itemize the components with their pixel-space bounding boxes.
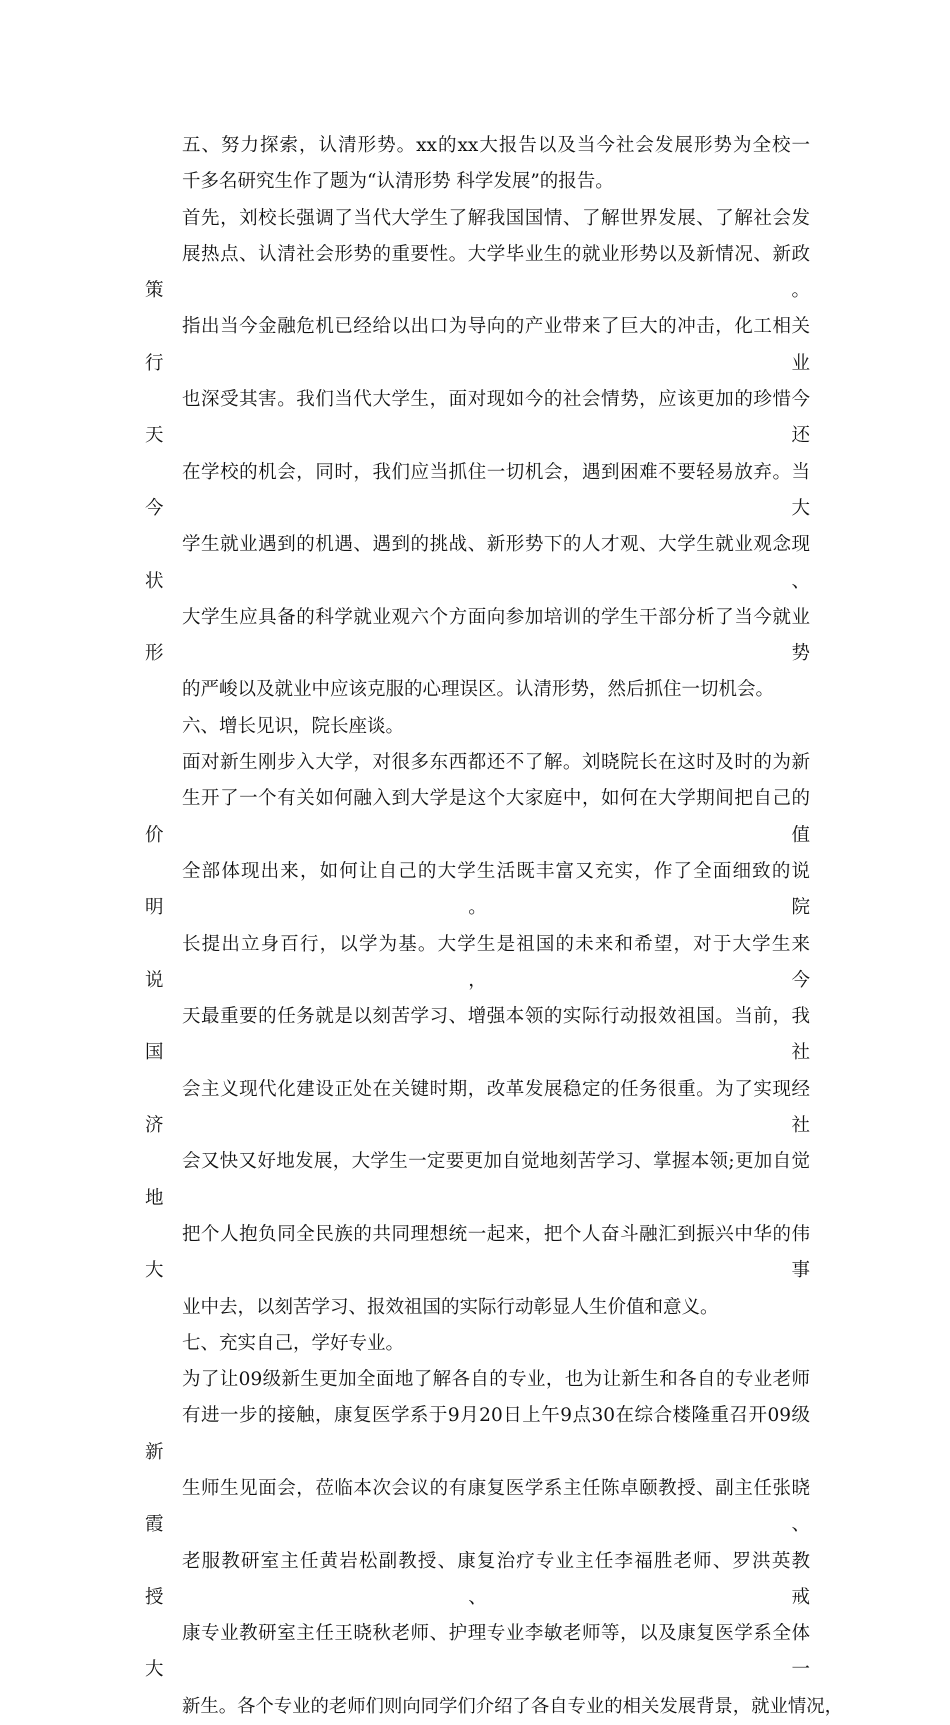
text-line: 业中去，以刻苦学习、报效祖国的实际行动彰显人生价值和意义。 [182,1296,719,1318]
paragraph-section-6-heading [145,709,810,745]
text-line: 也深受其害。我们当代大学生，面对现如今的社会情势，应该更加的珍惜今天还 [145,389,810,447]
text-line: 天最重要的任务就是以刻苦学习、增强本领的实际行动报效祖国。当前，我国社 [145,1006,810,1064]
text-line: 新生。各个专业的老师们则向同学们介绍了各自专业的相关发展背景，就业情况， [182,1695,843,1717]
text-line: 首先，刘校长强调了当代大学生了解我国国情、了解世界发展、了解社会发 [182,207,810,229]
text-line: 会又快又好地发展，大学生一定要更加自觉地刻苦学习、掌握本领;更加自觉地 [145,1151,810,1209]
text-line: 指出当今金融危机已经给以出口为导向的产业带来了巨大的冲击，化工相关行业 [145,316,810,374]
text-line: 康专业教研室主任王晓秋老师、护理专业李敏老师等，以及康复医学系全体大一 [145,1623,810,1681]
text-line: 老服教研室主任黄岩松副教授、康复治疗专业主任李福胜老师、罗洪英教授、戒 [145,1550,810,1608]
text-line: 大学生应具备的科学就业观六个方面向参加培训的学生干部分析了当今就业形势 [145,606,810,665]
text-line: 学生就业遇到的机遇、遇到的挑战、新形势下的人才观、大学生就业观念现状、 [145,534,810,592]
text-line: 会主义现代化建设正处在关键时期，改革发展稳定的任务很重。为了实现经济社 [145,1078,810,1137]
document-body [145,128,843,1725]
text-line: 七、充实自己，学好专业。 [182,1332,405,1354]
paragraph-section-5-body [145,201,810,709]
paragraph-section-7-heading [145,1326,810,1362]
text-line: 全部体现出来，如何让自己的大学生活既丰富又充实，作了全面细致的说明。院 [145,860,810,919]
text-line: 生师生见面会，莅临本次会议的有康复医学系主任陈卓颐教授、副主任张晓霞、 [145,1477,810,1536]
text-line: 长提出立身百行，以学为基。大学生是祖国的未来和希望，对于大学生来说，今 [145,933,810,991]
text-line: 为了让09级新生更加全面地了解各自的专业，也为让新生和各自的专业老师 [182,1369,810,1391]
text-line: 六、增长见识，院长座谈。 [182,715,405,737]
text-line: 面对新生刚步入大学，对很多东西都还不了解。刘晓院长在这时及时的为新 [182,752,810,774]
paragraph-section-6-body [145,745,810,1326]
text-line: 在学校的机会，同时，我们应当抓住一切机会，遇到困难不要轻易放弃。当今大 [145,461,810,519]
text-line: 生开了一个有关如何融入到大学是这个大家庭中，如何在大学期间把自己的价值 [145,788,810,846]
paragraph-section-5-heading [145,128,810,201]
text-line: 千多名研究生作了题为“认清形势 科学发展”的报告。 [182,171,614,193]
paragraph-section-7-body [145,1362,843,1725]
text-line: 的严峻以及就业中应该克服的心理误区。认清形势，然后抓住一切机会。 [182,679,775,701]
text-line: 把个人抱负同全民族的共同理想统一起来，把个人奋斗融汇到振兴中华的伟大事 [145,1223,810,1282]
text-line: 五、努力探索，认清形势。xx的xx大报告以及当今社会发展形势为全校一 [182,135,810,156]
text-line: 展热点、认清社会形势的重要性。大学毕业生的就业形势以及新情况、新政策。 [145,243,810,302]
text-line: 有进一步的接触，康复医学系于9月20日上午9点30在综合楼隆重召开09级新 [145,1405,810,1463]
